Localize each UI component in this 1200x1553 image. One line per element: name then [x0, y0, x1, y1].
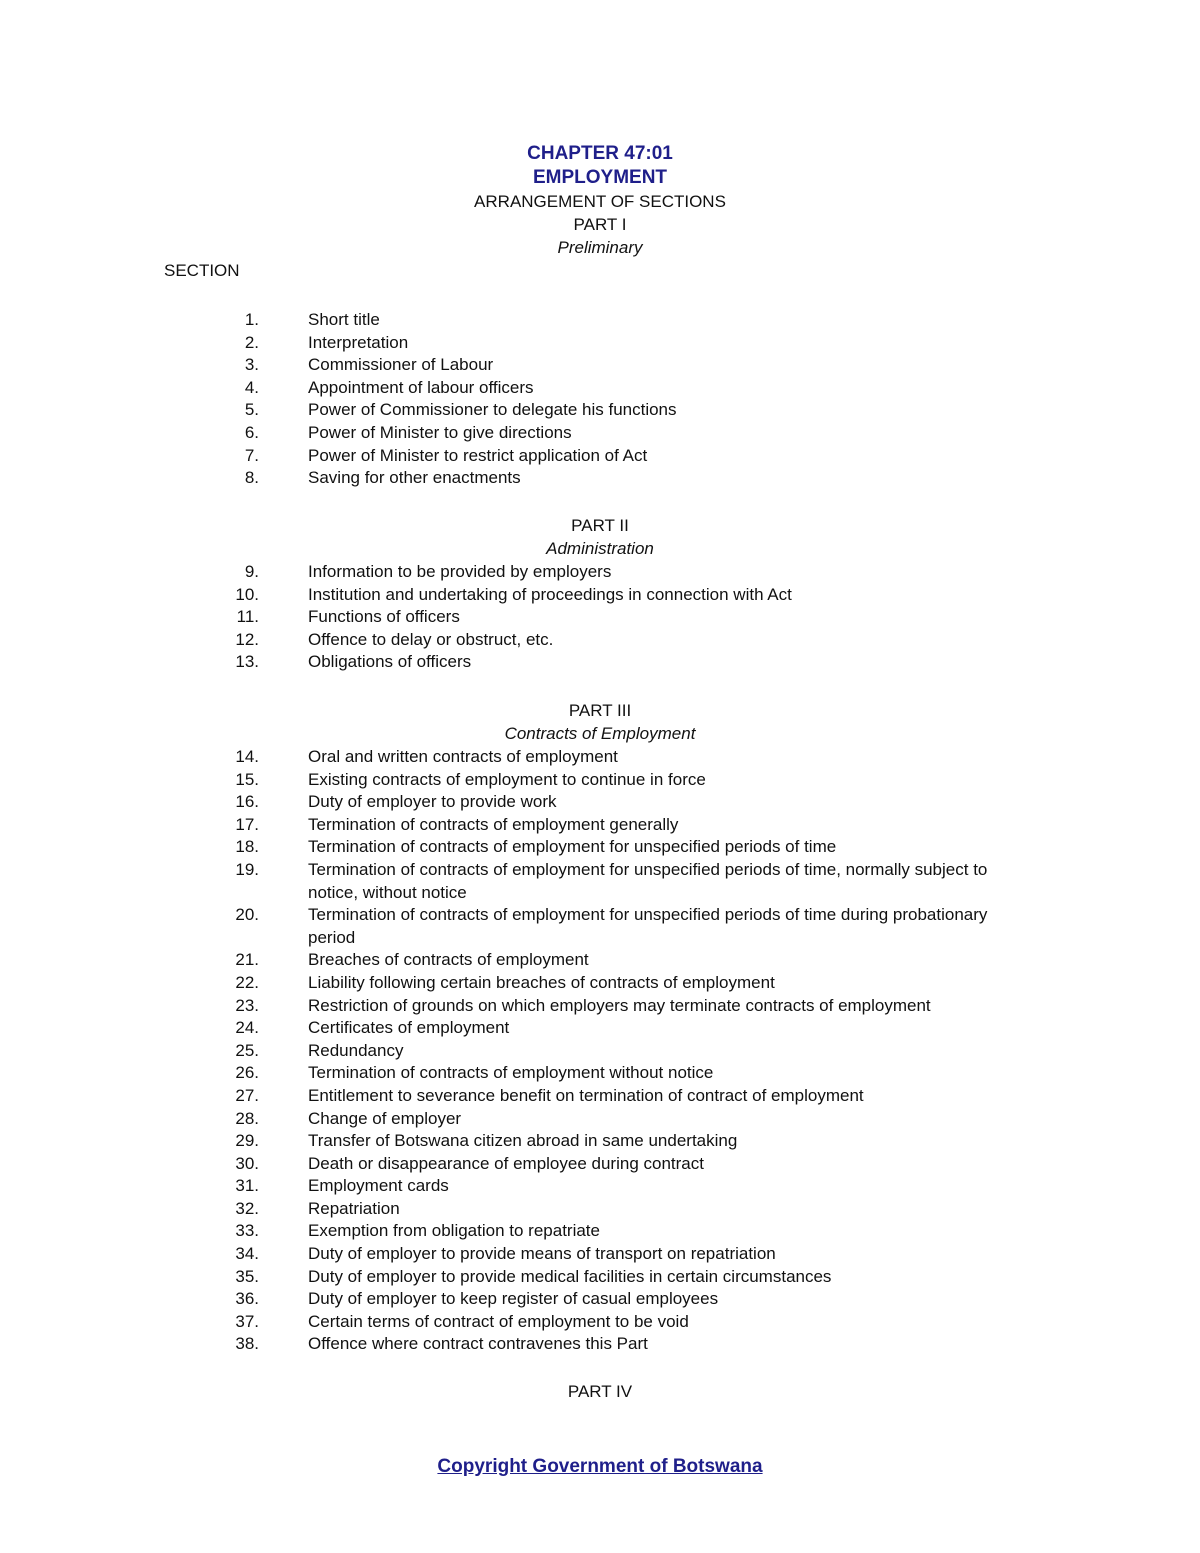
copyright-link[interactable]: Copyright Government of Botswana	[437, 1456, 763, 1477]
section-number: 15.	[235, 769, 259, 789]
section-title: Restriction of grounds on which employers may terminate contracts of employment	[308, 995, 931, 1015]
section-title: Redundancy	[308, 1040, 404, 1060]
section-number: 20.	[235, 905, 259, 925]
section-title: Duty of employer to provide means of transport on repatriation	[308, 1244, 776, 1264]
list-item	[0, 972, 1200, 995]
section-number: 23.	[235, 995, 259, 1015]
section-number: 36.	[235, 1289, 259, 1309]
section-number: 37.	[235, 1311, 259, 1331]
section-number: 6.	[244, 422, 259, 442]
list-item	[0, 467, 1200, 490]
section-number: 7.	[244, 445, 259, 465]
part-subtitle: Administration	[546, 539, 654, 558]
section-number: 22.	[235, 972, 259, 992]
section-title: Liability following certain breaches of contracts of employment	[308, 972, 775, 992]
section-title: Termination of contracts of employment without notice	[308, 1063, 714, 1083]
section-title: Exemption from obligation to repatriate	[308, 1221, 600, 1241]
section-number: 2.	[244, 332, 259, 352]
part-heading: PART II	[571, 516, 629, 535]
list-item	[0, 606, 1200, 629]
part-subtitle: Preliminary	[557, 238, 643, 257]
section-number: 28.	[235, 1108, 259, 1128]
list-item	[0, 836, 1200, 859]
section-title: Existing contracts of employment to continue in force	[308, 769, 706, 789]
section-number: 35.	[235, 1266, 259, 1286]
section-number: 14.	[235, 747, 259, 766]
section-title: Termination of contracts of employment for unspecified periods of time during probationary period	[308, 905, 988, 947]
section-title: Appointment of labour officers	[308, 377, 534, 397]
section-number: 21.	[235, 950, 259, 970]
list-item	[0, 399, 1200, 422]
list-item	[0, 1175, 1200, 1198]
section-title: Power of Minister to give directions	[308, 422, 572, 442]
section-title: Functions of officers	[308, 607, 460, 627]
section-column-label: SECTION	[164, 261, 240, 280]
section-title: Entitlement to severance benefit on termination of contract of employment	[308, 1085, 864, 1105]
section-number: 31.	[235, 1176, 259, 1196]
section-title: Power of Commissioner to delegate his functions	[308, 400, 677, 420]
list-item	[0, 1243, 1200, 1266]
section-number: 16.	[235, 792, 259, 812]
list-item	[0, 1288, 1200, 1311]
list-item	[0, 332, 1200, 355]
section-title: Institution and undertaking of proceedings in connection with Act	[308, 584, 792, 604]
list-item	[0, 561, 1200, 584]
section-title: Duty of employer to provide medical facilities in certain circumstances	[308, 1266, 832, 1286]
part-2-section-list	[0, 561, 1200, 674]
list-item	[0, 422, 1200, 445]
list-item	[0, 445, 1200, 468]
section-number: 27.	[235, 1085, 259, 1105]
list-item	[0, 1040, 1200, 1063]
section-title: Duty of employer to keep register of casual employees	[308, 1289, 719, 1309]
section-title: Breaches of contracts of employment	[308, 950, 589, 970]
section-title: Commissioner of Labour	[308, 355, 494, 375]
part-heading: PART IV	[567, 1382, 633, 1401]
section-title: Interpretation	[308, 332, 409, 352]
section-number: 19.	[235, 859, 259, 879]
section-number: 4.	[244, 377, 259, 397]
section-number: 17.	[235, 814, 259, 834]
section-number: 11.	[236, 607, 259, 627]
section-number: 18.	[235, 837, 259, 857]
list-item	[0, 1311, 1200, 1334]
part-3-section-list	[0, 746, 1200, 1356]
section-title: Certain terms of contract of employment to be void	[308, 1311, 689, 1331]
list-item	[0, 746, 1200, 769]
section-number: 32.	[235, 1198, 259, 1218]
part-1-section-list	[0, 309, 1200, 490]
section-title: Termination of contracts of employment for unspecified periods of time, normally subject to notice, without notice	[308, 859, 988, 902]
section-number: 38.	[235, 1334, 259, 1354]
section-number: 10.	[235, 584, 259, 604]
list-item	[0, 859, 1200, 904]
list-item	[0, 769, 1200, 792]
section-number: 8.	[244, 468, 259, 488]
list-item	[0, 354, 1200, 377]
chapter-number: CHAPTER 47:01	[527, 143, 673, 164]
list-item	[0, 1266, 1200, 1289]
section-number: 3.	[244, 355, 259, 375]
section-title: Termination of contracts of employment for unspecified periods of time	[308, 837, 837, 857]
list-item	[0, 629, 1200, 652]
list-item	[0, 651, 1200, 674]
section-title: Oral and written contracts of employment	[308, 747, 618, 766]
section-title: Information to be provided by employers	[308, 562, 612, 581]
section-title: Short title	[308, 310, 380, 329]
section-title: Transfer of Botswana citizen abroad in same undertaking	[308, 1131, 738, 1151]
section-number: 33.	[235, 1221, 259, 1241]
list-item	[0, 1333, 1200, 1356]
section-title: Employment cards	[308, 1176, 449, 1196]
list-item	[0, 1198, 1200, 1221]
section-number: 1.	[244, 310, 259, 329]
chapter-title: EMPLOYMENT	[532, 167, 668, 188]
list-item	[0, 377, 1200, 400]
section-number: 24.	[235, 1018, 259, 1038]
section-title: Termination of contracts of employment generally	[308, 814, 679, 834]
section-number: 5.	[244, 400, 259, 420]
section-title: Power of Minister to restrict application of Act	[308, 445, 648, 465]
list-item	[0, 1153, 1200, 1176]
list-item	[0, 814, 1200, 837]
section-title: Change of employer	[308, 1108, 462, 1128]
list-item	[0, 1220, 1200, 1243]
section-title: Offence to delay or obstruct, etc.	[308, 629, 554, 649]
section-number: 29.	[235, 1131, 259, 1151]
list-item	[0, 791, 1200, 814]
part-heading: PART III	[568, 701, 632, 720]
section-number: 34.	[235, 1244, 259, 1264]
list-item	[0, 904, 1200, 949]
list-item	[0, 584, 1200, 607]
section-title: Certificates of employment	[308, 1018, 510, 1038]
section-number: 30.	[235, 1153, 259, 1173]
section-title: Repatriation	[308, 1198, 400, 1218]
section-number: 25.	[235, 1040, 259, 1060]
list-item	[0, 309, 1200, 332]
list-item	[0, 995, 1200, 1018]
list-item	[0, 949, 1200, 972]
list-item	[0, 1062, 1200, 1085]
section-title: Offence where contract contravenes this Part	[308, 1334, 648, 1354]
section-title: Death or disappearance of employee during contract	[308, 1153, 704, 1173]
list-item	[0, 1085, 1200, 1108]
part-heading: PART I	[573, 215, 627, 234]
list-item	[0, 1017, 1200, 1040]
arrangement-heading: ARRANGEMENT OF SECTIONS	[474, 192, 726, 211]
section-title: Duty of employer to provide work	[308, 792, 557, 812]
list-item	[0, 1130, 1200, 1153]
list-item	[0, 1108, 1200, 1131]
section-title: Saving for other enactments	[308, 468, 521, 488]
section-number: 9.	[244, 562, 259, 581]
part-subtitle: Contracts of Employment	[504, 724, 696, 743]
section-number: 12.	[235, 629, 259, 649]
section-number: 26.	[235, 1063, 259, 1083]
section-number: 13.	[235, 652, 259, 672]
section-title: Obligations of officers	[308, 652, 472, 672]
